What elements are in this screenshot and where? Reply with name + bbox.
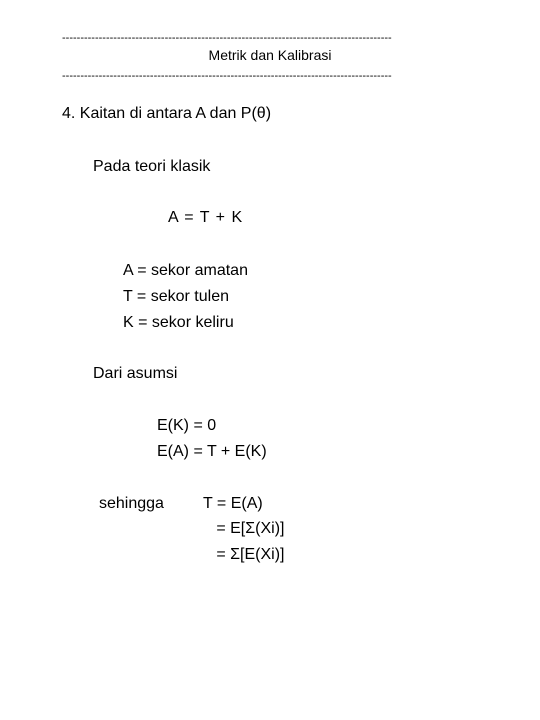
intro-text: Pada teori klasik <box>93 158 211 175</box>
conclusion-line: = Σ[E(Xi)] <box>203 546 285 563</box>
definition-line: A = sekor amatan <box>123 262 248 279</box>
header-rule-bottom: ------------------------------------------------------------------------------------------ <box>62 70 392 82</box>
header-title: Metrik dan Kalibrasi <box>208 47 332 63</box>
conclusion-line: = E[Σ(Xi)] <box>203 520 285 537</box>
main-equation: A = T + K <box>168 209 244 226</box>
header-rule-top: ------------------------------------------------------------------------------------------ <box>62 32 392 44</box>
conclusion-label: sehingga <box>99 495 164 512</box>
section-heading: 4. Kaitan di antara A dan P(θ) <box>62 105 272 122</box>
definition-line: K = sekor keliru <box>123 314 234 331</box>
conclusion-line: T = E(A) <box>203 495 263 512</box>
assumption-intro: Dari asumsi <box>93 365 178 382</box>
assumption-line: E(K) = 0 <box>157 417 217 434</box>
definition-line: T = sekor tulen <box>123 288 229 305</box>
assumption-line: E(A) = T + E(K) <box>157 443 267 460</box>
